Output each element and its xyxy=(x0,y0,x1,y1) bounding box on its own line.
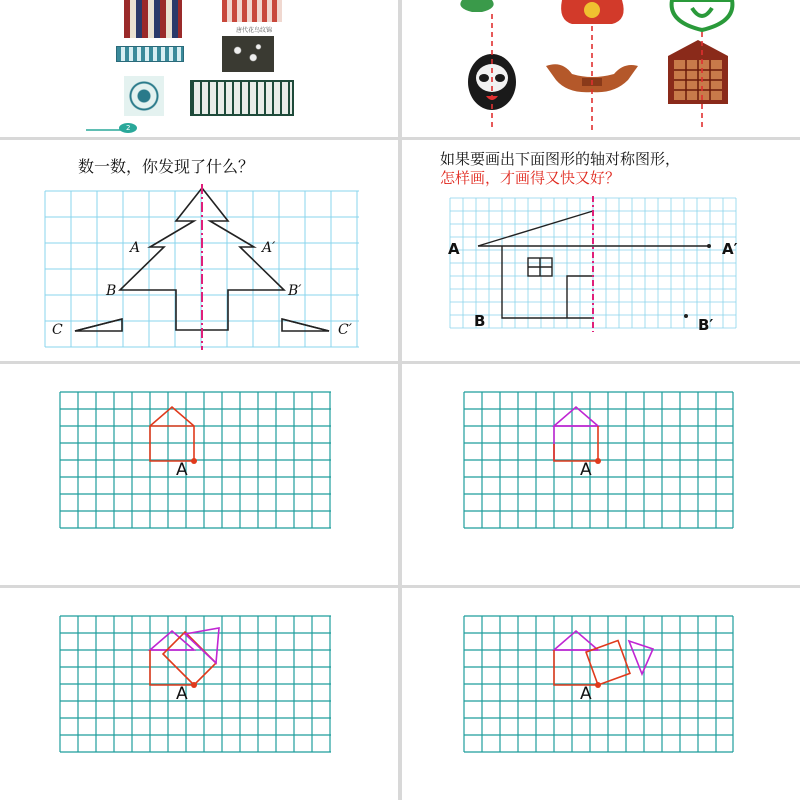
question-line-1: 如果要画出下面图形的轴对称图形， xyxy=(440,150,681,168)
label-B-prime: B′ xyxy=(698,316,714,334)
symmetric-objects-illustration xyxy=(402,0,800,137)
page-number: 2 xyxy=(126,124,131,132)
house-figure xyxy=(150,407,194,461)
grid-figure xyxy=(0,588,398,800)
house-rotated-roof-purple xyxy=(629,641,653,674)
label-A: A xyxy=(176,684,188,704)
label-B: B xyxy=(106,283,117,299)
label-A-prime: A′ xyxy=(722,240,738,258)
label-A-prime: A′ xyxy=(262,240,276,256)
label-C-prime: C′ xyxy=(338,322,352,338)
question-text: 数一数，你发现了什么？ xyxy=(78,157,255,176)
footer-decoration xyxy=(0,0,398,137)
logo-top-right xyxy=(672,0,733,30)
point-A xyxy=(191,458,197,464)
slide-patterns xyxy=(0,0,398,137)
label-A: A xyxy=(580,684,592,704)
question-line-2: 怎样画，才画得又快又好？ xyxy=(440,169,621,187)
slide-tree-symmetry xyxy=(0,140,398,361)
kite-top-left xyxy=(460,0,493,12)
label-A: A xyxy=(580,460,592,480)
label-B-prime: B′ xyxy=(288,283,302,299)
grid-figure xyxy=(402,364,800,585)
grid-figure xyxy=(0,364,398,585)
point-A xyxy=(595,458,601,464)
label-B: B xyxy=(474,312,486,330)
point-B-prime-dot xyxy=(684,314,688,318)
kite-top-middle xyxy=(561,0,624,24)
house-rotated-red xyxy=(163,632,216,685)
window-frame-image xyxy=(668,40,728,104)
house-roof-purple xyxy=(554,407,598,426)
house-grid-figure xyxy=(402,140,800,361)
slide-rotation-step-2 xyxy=(402,364,800,585)
point-A xyxy=(191,682,197,688)
slide-house-symmetry xyxy=(402,140,800,361)
label-C: C xyxy=(52,322,63,338)
dragon-carving-image xyxy=(546,64,638,92)
slide-symmetric-objects xyxy=(402,0,800,137)
label-A: A xyxy=(448,240,460,258)
grid-figure xyxy=(402,588,800,800)
slide-rotation-step-4 xyxy=(402,588,800,800)
point-A-prime-dot xyxy=(707,244,711,248)
point-A xyxy=(595,682,601,688)
house-original-purple xyxy=(554,631,598,650)
label-A: A xyxy=(176,460,188,480)
slide-rotation-step-1 xyxy=(0,364,398,585)
pattern-caption: 唐代花鸟纹锦 xyxy=(236,27,273,34)
label-A: A xyxy=(130,240,141,256)
slide-rotation-step-3 xyxy=(0,588,398,800)
